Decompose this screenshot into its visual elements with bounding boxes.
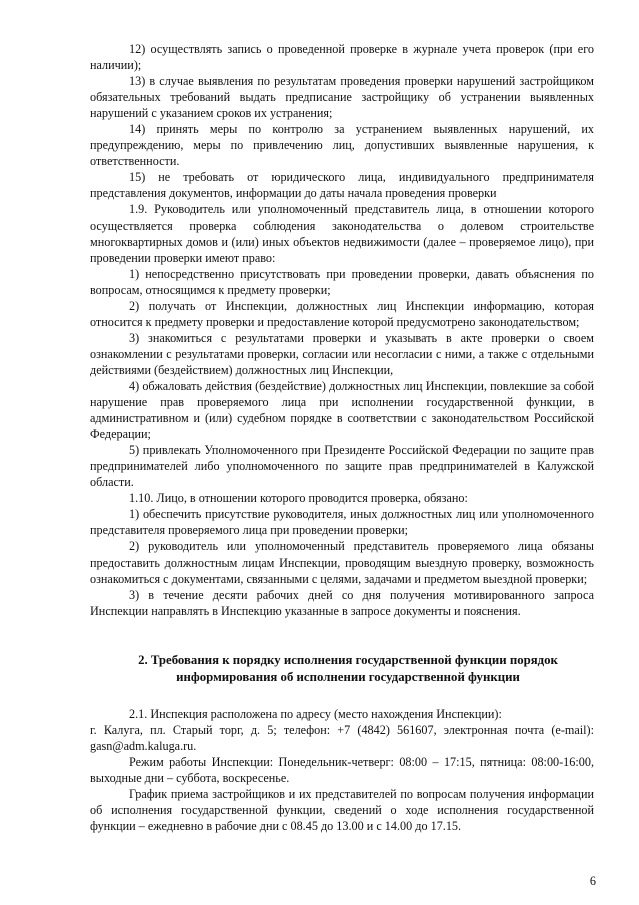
paragraph-right-3: 3) знакомиться с результатами проверки и указывать в акте проверки о своем ознакомлении с результатами проверки, согласии или несогласии с ними, а также с отдельными действиями (бездействием) должностных лиц Инспекции, [90, 330, 594, 377]
page-number: 6 [589, 874, 596, 888]
heading-spacer [90, 687, 594, 706]
paragraph-right-1: 1) непосредственно присутствовать при проведении проверки, давать объяснения по вопросам, относящимся к предмету проверки; [90, 266, 594, 297]
paragraph-item-13: 13) в случае выявления по результатам проведения проверки нарушений застройщиком обязательных требований выдать предписание застройщику об устранении выявленных нарушений с указанием сроков их устранения; [90, 74, 594, 121]
paragraph-address: г. Калуга, пл. Старый торг, д. 5; телефон: +7 (4842) 561607, электронная почта (e-mail): gasn@adm.kaluga.ru. [90, 722, 594, 753]
paragraph-duty-1: 1) обеспечить присутствие руководителя, иных должностных лиц или уполномоченного представителя проверяемого лица при проведении проверки; [90, 507, 594, 538]
paragraph-item-12: 12) осуществлять запись о проведенной проверке в журнале учета проверок (при его наличии); [90, 42, 594, 73]
paragraph-right-5: 5) привлекать Уполномоченного при Президенте Российской Федерации по защите прав предпринимателей либо уполномоченного по защите прав предпринимателей в Калужской области. [90, 443, 594, 490]
section-spacer [90, 619, 594, 652]
paragraph-item-15: 15) не требовать от юридического лица, индивидуального предпринимателя представления документов, информации до даты начала проведения проверки [90, 170, 594, 201]
paragraph-right-2: 2) получать от Инспекции, должностных лиц Инспекции информацию, которая относится к предмету проверки и предоставление которой предусмотрено законодательством; [90, 298, 594, 329]
paragraph-item-14: 14) принять меры по контролю за устранением выявленных нарушений, их предупреждению, меры по привлечению лиц, допустивших выявленные нарушения, к ответственности. [90, 122, 594, 169]
paragraph-clause-1-10: 1.10. Лицо, в отношении которого проводится проверка, обязано: [129, 491, 468, 506]
page-content [90, 41, 594, 834]
paragraph-duty-2: 2) руководитель или уполномоченный представитель проверяемого лица обязаны предоставить должностным лицам Инспекции, проводящим выездную проверку, возможность ознакомиться с документами, связанными с целями, задачами и предметом выездной проверки; [90, 539, 594, 586]
paragraph-working-hours: Режим работы Инспекции: Понедельник-четверг: 08:00 – 17:15, пятница: 08:00-16:00, выходные дни – суббота, воскресенье. [90, 754, 594, 785]
paragraph-reception-schedule: График приема застройщиков и их представителей по вопросам получения информации об исполнения государственной функции, сведений о ходе исполнения государственной функции – ежедневно в рабочие дни с 08.45 до 13.00 и с 14.00 до 17.15. [90, 786, 594, 834]
paragraph-duty-3: 3) в течение десяти рабочих дней со дня получения мотивированного запроса Инспекции направлять в Инспекцию указанные в запросе документы и пояснения. [90, 587, 594, 618]
paragraph-clause-2-1: 2.1. Инспекция расположена по адресу (место нахождения Инспекции): [129, 706, 502, 721]
section-heading: 2. Требования к порядку исполнения государственной функции порядок информирования об исполнении государственной функции [138, 652, 558, 685]
paragraph-clause-1-9: 1.9. Руководитель или уполномоченный представитель лица, в отношении которого осуществляется проверка соблюдения законодательства о долевом строительстве многоквартирных домов и (или) иных объектов недвижимости (далее – проверяемое лицо), при проведении проверки имеют право: [90, 202, 594, 265]
paragraph-right-4: 4) обжаловать действия (бездействие) должностных лиц Инспекции, повлекшие за собой нарушение прав проверяемого лица при исполнении государственной функции, в административном и (или) судебном порядке в соответствии с законодательством Российской Федерации; [90, 378, 594, 442]
